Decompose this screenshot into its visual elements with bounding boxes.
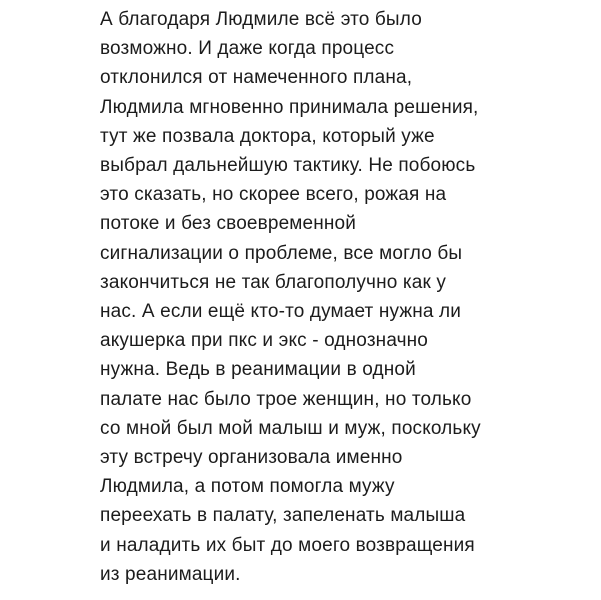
testimonial-paragraph	[100, 5, 601, 589]
text-line: эту встречу организовала именно	[100, 447, 403, 469]
text-line: Людмила мгновенно принимала решения,	[100, 96, 479, 118]
text-line: переехать в палату, запеленать малыша	[100, 505, 466, 527]
text-line: отклонился от намеченного плана,	[100, 67, 413, 89]
text-line: потоке и без своевременной	[100, 213, 357, 235]
text-line: А благодаря Людмиле всё это было	[100, 9, 422, 30]
text-line: закончиться не так благополучно как у	[100, 271, 446, 293]
text-line: со мной был мой малыш и муж, поскольку	[100, 417, 481, 439]
text-line: палате нас было трое женщин, но только	[100, 388, 472, 410]
text-line: это сказать, но скорее всего, рожая на	[100, 184, 447, 206]
text-line: из реанимации.	[100, 563, 241, 585]
text-line: Людмила, а потом помогла мужу	[100, 476, 395, 498]
text-line: нужна. Ведь в реанимации в одной	[100, 359, 416, 381]
text-line: нас. А если ещё кто-то думает нужна ли	[100, 301, 461, 323]
text-line: возможно. И даже когда процесс	[100, 38, 395, 60]
text-line: и наладить их быт до моего возвращения	[100, 534, 475, 556]
text-line: сигнализации о проблеме, все могло бы	[100, 242, 463, 264]
text-line: акушерка при пкс и экс - однозначно	[100, 330, 429, 352]
text-line: тут же позвала доктора, который уже	[100, 125, 435, 147]
text-line: выбрал дальнейшую тактику. Не побоюсь	[100, 155, 476, 177]
